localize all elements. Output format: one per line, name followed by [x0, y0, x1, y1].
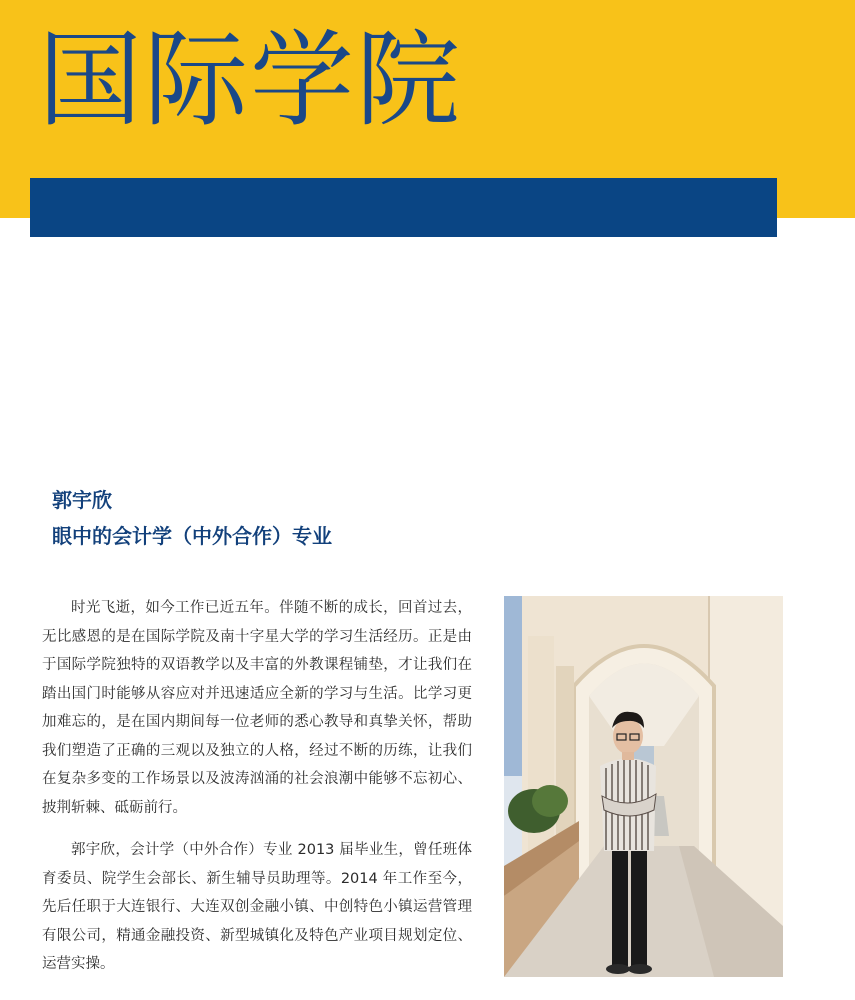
paragraph-biography: 郭宇欣，会计学（中外合作）专业 2013 届毕业生，曾任班体育委员、院学生会部长、新生辅导员助理等。2014 年工作至今，先后任职于大连银行、大连双创金融小镇、中创特色小镇运营管理有限公司，精通金融投资、新型城镇化及特色产业项目规划定位、运营实操。 — [42, 842, 472, 972]
page-title: 国际学院 — [38, 19, 463, 141]
portrait-photo — [504, 596, 783, 977]
article-subtitle: 眼中的会计学（中外合作）专业 — [52, 524, 332, 548]
author-name-heading: 郭宇欣 — [52, 488, 112, 512]
paragraph-reflection: 时光飞逝，如今工作已近五年。伴随不断的成长，回首过去，无比感恩的是在国际学院及南十字星大学的学习生活经历。正是由于国际学院独特的双语教学以及丰富的外教课程铺垫，才让我们在踏出国门时能够从容应对并迅速适应全新的学习与生活。比学习更加难忘的，是在国内期间每一位老师的悉心教导和真挚关怀，帮助我们塑造了正确的三观以及独立的人格，经过不断的历练，让我们在复杂多变的工作场景以及波涛汹涌的社会浪潮中能够不忘初心、披荆斩棘、砥砺前行。 — [42, 600, 472, 816]
header-blue-bar — [30, 178, 777, 237]
